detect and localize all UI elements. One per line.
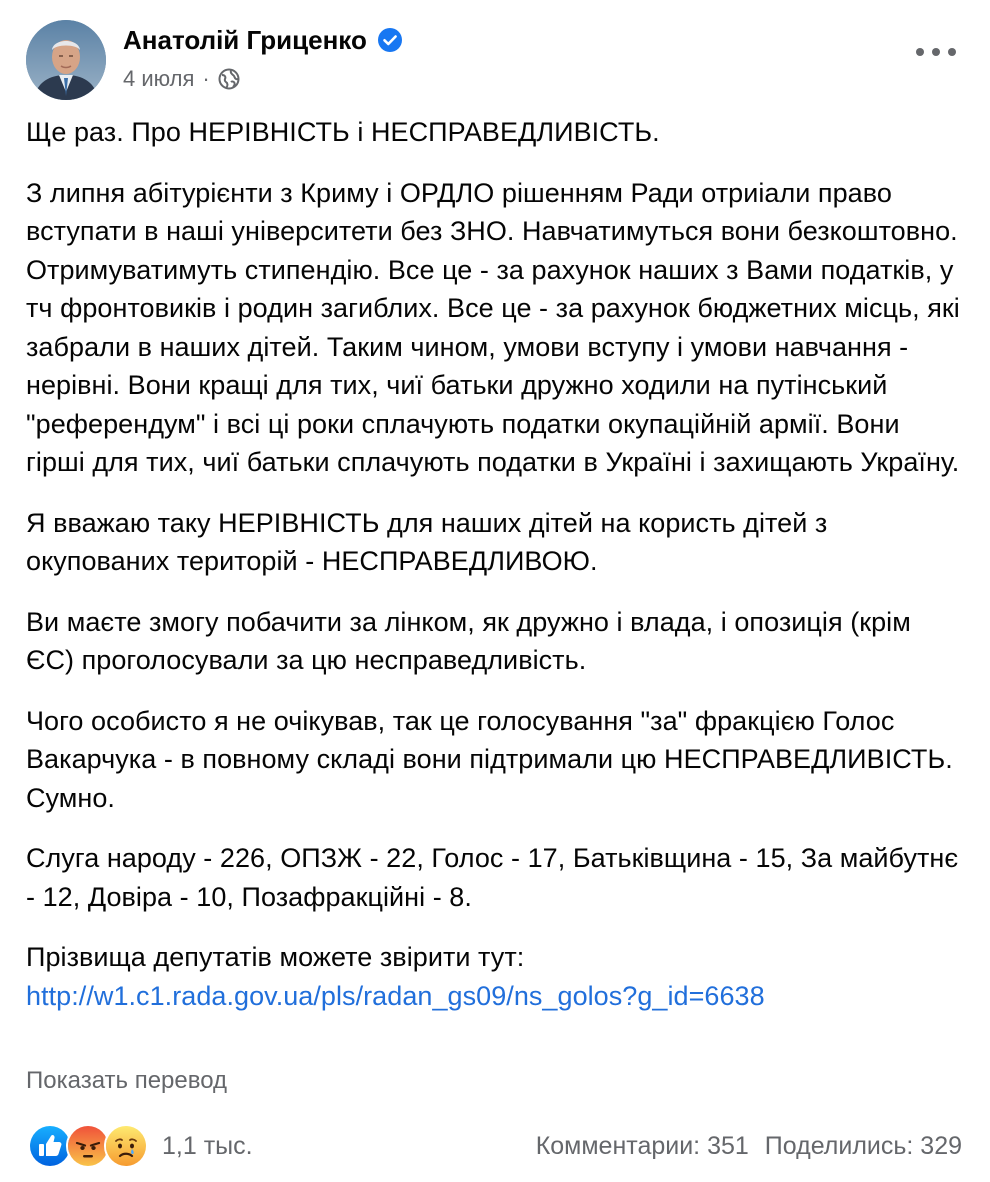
- post-paragraph: Ви маєте змогу побачити за лінком, як дружно і влада, і опозиція (крім ЄС) проголосували за цю несправедливість.: [26, 606, 911, 675]
- comments-count[interactable]: Комментарии: 351: [535, 1131, 749, 1160]
- author-name[interactable]: Анатолій Гриценко: [123, 24, 367, 55]
- rada-vote-link[interactable]: http://w1.c1.rada.gov.ua/pls/radan_gs09/ns_golos?g_id=6638: [26, 980, 765, 1011]
- verified-badge-icon: [377, 27, 403, 53]
- meta-separator: ·: [202, 66, 210, 91]
- post-paragraph: Я вважаю таку НЕРІВНІСТЬ для наших дітей на користь дітей з окупованих територій - НЕСПРАВЕДЛИВОЮ.: [26, 507, 828, 576]
- author-line: [123, 24, 403, 56]
- post-date[interactable]: 4 июля: [123, 66, 195, 91]
- post-paragraph: З липня абітурієнти з Криму і ОРДЛО рішенням Ради отриіали право вступати в наші університети без ЗНО. Навчатимуться вони безкоштовно. Отримуватимуть стипендію. Все це - за рахунок наших з Вами податків, у тч фронтовиків і родин загиблих. Все це - за рахунок бюджетних місць, які забрали в наших дітей. Таким чином, умови вступу і умови навчання - нерівні. Вони кращі для тих, чиї батьки дружно ходили на путінський "референдум" і всі ці роки сплачують податки окупаційній армії. Вони гірші для тих, чиї батьки сплачують податки в Україні і захищають Україну.: [26, 177, 960, 477]
- globe-icon[interactable]: [218, 68, 240, 90]
- show-translation-link[interactable]: Показать перевод: [26, 1067, 228, 1094]
- post-footer: [28, 1124, 962, 1168]
- reactions-count: 1,1 тыс.: [162, 1131, 253, 1160]
- post-paragraph: Ще раз. Про НЕРІВНІСТЬ і НЕСПРАВЕДЛИВІСТЬ.: [26, 117, 660, 147]
- post-stats: [536, 1124, 962, 1168]
- shares-count[interactable]: Поделились: 329: [764, 1131, 962, 1160]
- author-block: [123, 24, 403, 92]
- reactions-summary[interactable]: [28, 1124, 253, 1168]
- more-dot: [932, 48, 940, 56]
- post-header: [26, 20, 966, 102]
- post-paragraph: Чого особисто я не очікував, так це голосування "за" фракцією Голос Вакарчука - в повному складі вони підтримали цю НЕСПРАВЕДЛИВІСТЬ. Сумно.: [26, 705, 953, 813]
- avatar[interactable]: [26, 20, 106, 100]
- more-dot: [948, 48, 956, 56]
- sad-icon: [104, 1124, 148, 1168]
- post-paragraph-last: [26, 938, 962, 1015]
- more-options-icon[interactable]: [916, 42, 956, 62]
- more-dot: [916, 48, 924, 56]
- post-meta: [123, 66, 403, 92]
- post-body: [26, 113, 962, 1015]
- link-intro-text: Прізвища депутатів можете звірити тут:: [26, 942, 525, 972]
- post-paragraph: Слуга народу - 226, ОПЗЖ - 22, Голос - 17, Батьківщина - 15, За майбутнє - 12, Довіра - 10, Позафракційні - 8.: [26, 843, 959, 912]
